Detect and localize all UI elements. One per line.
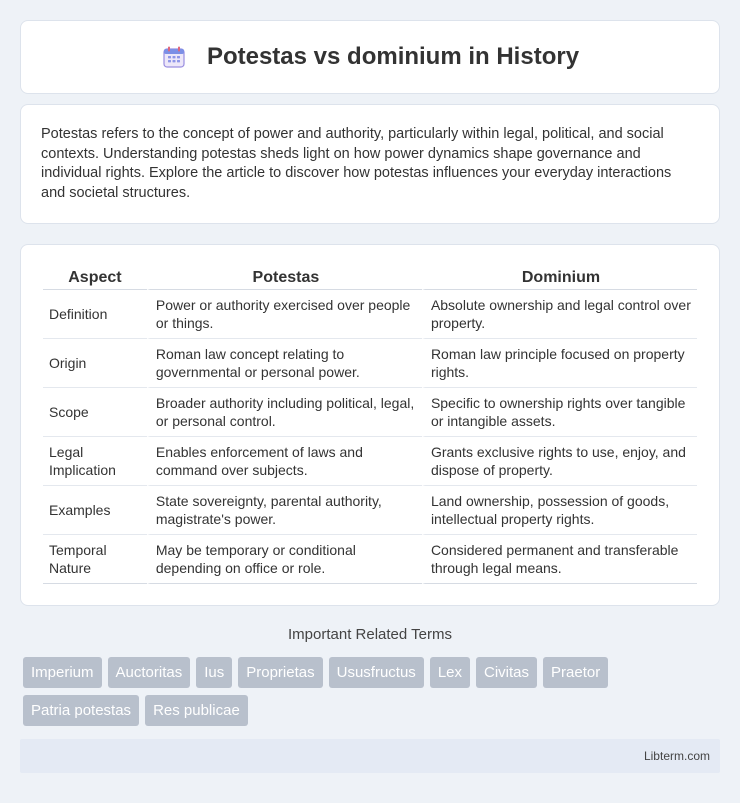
related-term-tag[interactable]: Praetor xyxy=(543,657,608,688)
related-terms-title: Important Related Terms xyxy=(288,626,452,643)
table-row xyxy=(43,535,697,584)
column-header-potestas: Potestas xyxy=(147,265,422,290)
row-dominium: Roman law principle focused on property rights. xyxy=(422,339,697,388)
table-row xyxy=(43,290,697,339)
calendar-icon xyxy=(161,44,187,70)
footer-site-link[interactable]: Libterm.com xyxy=(643,749,710,763)
row-potestas: May be temporary or conditional depending on office or role. xyxy=(147,535,422,584)
row-potestas: Power or authority exercised over people or things. xyxy=(147,290,422,339)
related-term-tag[interactable]: Lex xyxy=(430,657,470,688)
table-row xyxy=(43,437,697,486)
row-aspect: Origin xyxy=(43,339,147,388)
row-aspect: Legal Implication xyxy=(43,437,147,486)
row-dominium: Considered permanent and transferable through legal means. xyxy=(422,535,697,584)
related-term-tag[interactable]: Proprietas xyxy=(238,657,322,688)
related-term-tag[interactable]: Ius xyxy=(196,657,232,688)
related-term-tag[interactable]: Patria potestas xyxy=(23,695,139,726)
row-aspect: Examples xyxy=(43,486,147,535)
related-term-tag[interactable]: Civitas xyxy=(476,657,537,688)
footer xyxy=(20,739,720,773)
comparison-table xyxy=(43,265,697,584)
row-potestas: Enables enforcement of laws and command over subjects. xyxy=(147,437,422,486)
related-term-tag[interactable]: Ususfructus xyxy=(329,657,424,688)
row-dominium: Absolute ownership and legal control over property. xyxy=(422,290,697,339)
table-row xyxy=(43,339,697,388)
intro-card xyxy=(20,104,720,224)
table-row xyxy=(43,486,697,535)
row-aspect: Temporal Nature xyxy=(43,535,147,584)
column-header-aspect: Aspect xyxy=(43,265,147,290)
row-aspect: Definition xyxy=(43,290,147,339)
row-dominium: Grants exclusive rights to use, enjoy, and dispose of property. xyxy=(422,437,697,486)
header xyxy=(161,43,579,71)
table-row xyxy=(43,388,697,437)
header-card xyxy=(20,20,720,94)
column-header-dominium: Dominium xyxy=(422,265,697,290)
row-potestas: Broader authority including political, legal, or personal control. xyxy=(147,388,422,437)
row-dominium: Specific to ownership rights over tangible or intangible assets. xyxy=(422,388,697,437)
related-term-tag[interactable]: Imperium xyxy=(23,657,102,688)
row-potestas: Roman law concept relating to governmental or personal power. xyxy=(147,339,422,388)
related-term-tag[interactable]: Res publicae xyxy=(145,695,248,726)
page-title: Potestas vs dominium in History xyxy=(206,43,580,70)
related-terms-list xyxy=(23,657,723,726)
related-term-tag[interactable]: Auctoritas xyxy=(108,657,191,688)
comparison-table-card xyxy=(20,244,720,606)
row-potestas: State sovereignty, parental authority, magistrate's power. xyxy=(147,486,422,535)
row-dominium: Land ownership, possession of goods, intellectual property rights. xyxy=(422,486,697,535)
row-aspect: Scope xyxy=(43,388,147,437)
table-header-row xyxy=(43,265,697,290)
intro-text: Potestas refers to the concept of power and authority, particularly within legal, political, and social contexts. Understanding potestas sheds light on how power dynamics shape governance and individual rights. Explore the article to discover how potestas influences your everyday interactions and societal structures. xyxy=(41,126,672,201)
